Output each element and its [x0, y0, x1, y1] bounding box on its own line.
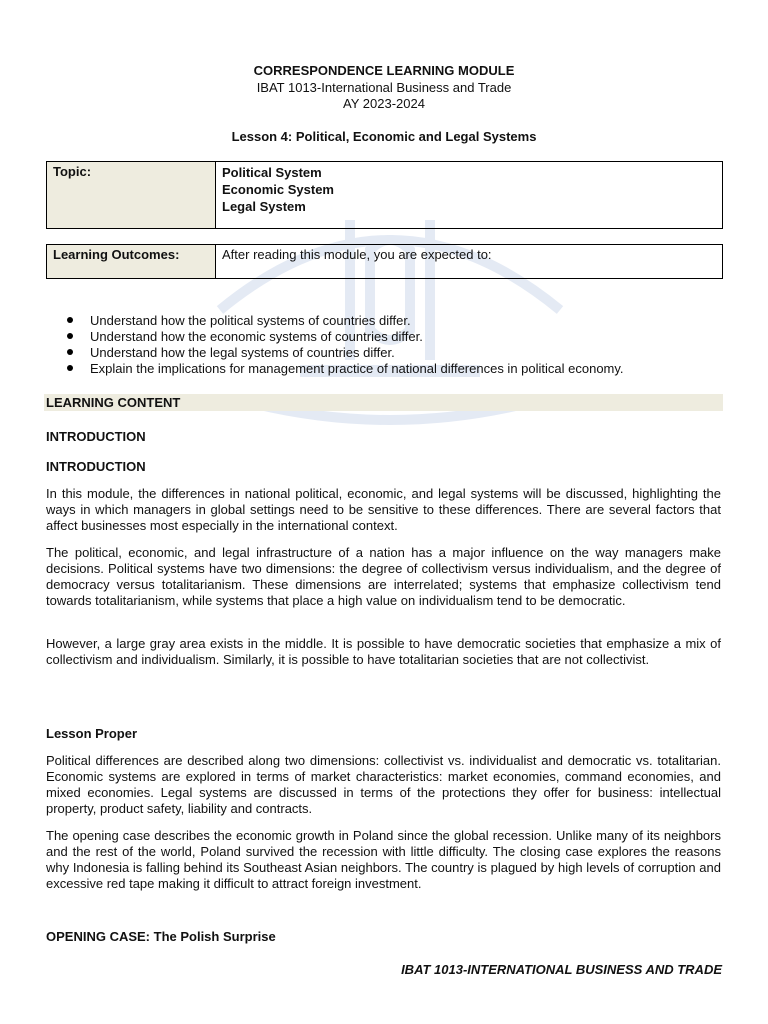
- opening-case-heading: OPENING CASE: The Polish Surprise: [46, 929, 276, 944]
- intro-paragraph-2: The political, economic, and legal infrastructure of a nation has a major influence on the way managers make decisions. Political systems have two dimensions: the degree of collectivism versus individualism, and the degree of democracy versus totalitarianism. These dimensions are interrelated; systems that emphasize collectivism tend towards totalitarianism, while systems that place a high value on individualism tend to be democratic.: [46, 545, 721, 608]
- list-item: [46, 329, 624, 345]
- introduction-heading-repeat: INTRODUCTION: [46, 459, 146, 474]
- intro-paragraph-3: However, a large gray area exists in the middle. It is possible to have democratic societies that emphasize a mix of collectivism and individualism. Similarly, it is possible to have totalitarian societies that are not collectivist.: [46, 636, 721, 667]
- topic-table: [46, 161, 723, 229]
- topic-item: Political System: [222, 165, 322, 180]
- bullet-icon: [67, 333, 73, 339]
- intro-paragraph-1: In this module, the differences in national political, economic, and legal systems will be discussed, highlighting the ways in which managers in global settings need to be sensitive to these differences. There are several factors that affect businesses most especially in the international context.: [46, 486, 721, 533]
- lesson-proper-heading: Lesson Proper: [46, 726, 138, 741]
- bullet-text: Understand how the political systems of countries differ.: [90, 313, 411, 328]
- bullet-text: Understand how the legal systems of countries differ.: [90, 345, 395, 360]
- list-item: [46, 345, 624, 361]
- topic-label: Topic:: [47, 162, 216, 229]
- list-item: [46, 361, 624, 377]
- bullet-text: Explain the implications for management practice of national differences in political economy.: [90, 361, 624, 376]
- lesson-paragraph-1: Political differences are described along two dimensions: collectivist vs. individualist and democratic vs. totalitarian. Economic systems are explored in terms of market characteristics: market economies, command economies, and mixed economies. Legal systems are discussed in terms of the protections they offer for business: intellectual property, product safety, liability and contracts.: [46, 753, 721, 816]
- outcomes-bullet-list: [46, 313, 624, 377]
- topic-item: Legal System: [222, 199, 306, 214]
- bullet-text: Understand how the economic systems of countries differ.: [90, 329, 423, 344]
- introduction-heading: INTRODUCTION: [46, 429, 146, 444]
- topic-list: [216, 162, 723, 229]
- module-title: CORRESPONDENCE LEARNING MODULE: [253, 63, 515, 78]
- list-item: [46, 313, 624, 329]
- outcomes-label: Learning Outcomes:: [47, 245, 216, 279]
- learning-content-heading: LEARNING CONTENT: [46, 395, 181, 410]
- academic-year: AY 2023-2024: [343, 96, 425, 111]
- lesson-title: Lesson 4: Political, Economic and Legal Systems: [231, 129, 537, 144]
- page-footer: IBAT 1013-INTERNATIONAL BUSINESS AND TRADE: [401, 962, 722, 977]
- bullet-icon: [67, 317, 73, 323]
- lesson-paragraph-2: The opening case describes the economic growth in Poland since the global recession. Unlike many of its neighbors and the rest of the world, Poland survived the recession with little difficulty. The closing case explores the reasons why Indonesia is falling behind its Southeast Asian neighbors. The country is plagued by high levels of corruption and excessive red tape making it difficult to attract foreign investment.: [46, 828, 721, 891]
- topic-item: Economic System: [222, 182, 334, 197]
- learning-outcomes-table: [46, 244, 723, 279]
- bullet-icon: [67, 349, 73, 355]
- course-name: IBAT 1013-International Business and Trade: [256, 80, 512, 95]
- learning-content-band: [44, 394, 723, 411]
- outcomes-text: After reading this module, you are expected to:: [216, 245, 723, 279]
- bullet-icon: [67, 365, 73, 371]
